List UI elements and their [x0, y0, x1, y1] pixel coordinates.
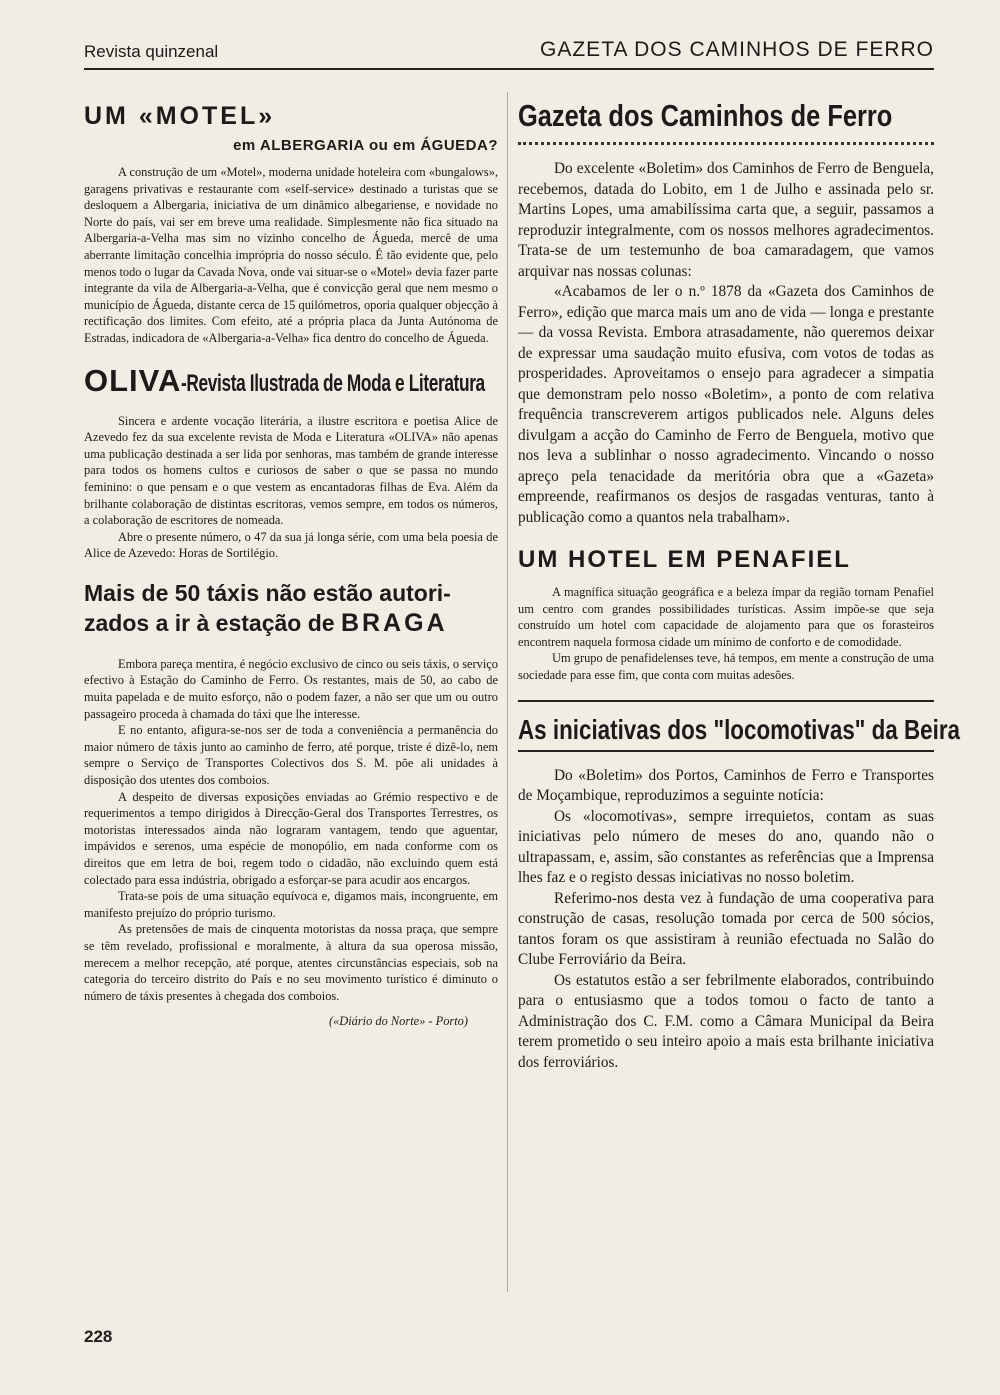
taxis-paragraph: Trata-se pois de uma situação equívoca e, digamos mais, incongruente, em manifesto prejuízo do próprio turismo.: [84, 889, 498, 920]
gazeta-paragraph: «Acabamos de ler o n.º 1878 da «Gazeta dos Caminhos de Ferro», edição que marca mais um ano de vida — longa e prestante — da vossa Revista. Embora atrasadamente, não queremos deixar de expressar uma saudação muito efusiva, com votos de todas as prosperidades. Aproveitamos o ensejo para agradecer a simpatia que demonstram pelo nosso «Boletim», a ponto de com relativa frequência transcreverem artigos publicados nele. Alguns deles divulgam a acção do Caminho de Ferro de Benguela, motivo que nos leva a sublinhar o nosso agradecimento. Vincando o nosso apreço pela tenacidade da meritória obra que a «Gazeta» empreende, reafirmanos os desjos de rasgadas venturas, tanto à publicação como a quantos nela trabalham».: [518, 283, 934, 526]
oliva-title-rest: -Revista Ilustrada de Moda e Literatura: [181, 369, 486, 397]
taxis-paragraph: A despeito de diversas exposições enviadas ao Grémio respectivo e de requerimentos a tempo dirigidos à Direcção-Geral dos Transportes Terrestres, os motoristas interessados ainda não lograram vantagem, tendo que aguentar, impávidos e serenos, uma espécie de monopólio, em nada conforme com os direitos que em letra de boi, regem todo o cidadão, não excluindo quem está colectado para essa indústria, obrigado a esforçar-se para acudir aos encargos.: [84, 789, 498, 887]
oliva-title: [84, 363, 498, 399]
motel-paragraph: A construção de um «Motel», moderna unidade hoteleira com «bungalows», garagens privativas e restaurante com «self-service» destinado a turistas que se desloquem a Albergaria, iniciativa de um dinâmico albegariense, e novidade no Norte do país, vai ser em breve uma realidade. Simplesmente não fica situado na Albergaria-a-Velha mas sim no vizinho concelho de Águeda, mercê de uma aberrante limitação concelhia imprópria do nosso século. É tão evidente que, pelo menos todo o lugar da Cavada Nova, onde vai situar-se o «Motel» devia fazer parte integrante da vila de Albergaria-a-Velha, que é convicção geral que nem mesmo o município de Águeda, distante cerca de 15 quilómetros, oporia qualquer objecção à rectificação dos limites. Com efeito, até a própria placa da Junta Autónoma de Estradas, indicadora de «Albergaria-a-Velha» fica dentro do concelho de Águeda.: [84, 165, 498, 345]
oliva-paragraph: Sincera e ardente vocação literária, a ilustre escritora e poetisa Alice de Azevedo fez da sua excelente revista de Moda e Literatura «OLIVA» não apenas uma publicação destinada a ser lida por senhoras, mas também de grande interesse para todos os homens cultos e curiosos de saber o que se passa no mundo feminino: o que pensam e o que vestem as encantadoras filhas de Eva. Além da brilhante colaboração de distintas escritoras, vemos sempre, em todos os números, a colaboração de escritores de nomeada.: [84, 413, 498, 528]
oliva-title-main: OLIVA: [84, 362, 182, 398]
article-gazeta: [518, 96, 934, 528]
article-motel: [84, 102, 498, 347]
running-header: [84, 38, 934, 70]
locomotivas-paragraph: Do «Boletim» dos Portos, Caminhos de Ferro e Transportes de Moçambique, reproduzimos a seguinte notícia:: [518, 766, 934, 805]
taxis-paragraph: Embora pareça mentira, é negócio exclusivo de cinco ou seis táxis, o serviço efectivo à Estação do Caminho de Ferro. Os restantes, mais de 50, ao cabo de muita papelada e de muito esforço, não o podem fazer, a não ser que um ou outro passageiro proceda à chamada do táxi que lhe interesse.: [84, 656, 498, 721]
right-column: [518, 96, 961, 1073]
hotel-paragraph: Um grupo de penafidelenses teve, há tempos, em mente a construção de uma sociedade para esse fim, que conta com muitas adesões.: [518, 651, 934, 682]
taxis-credit: («Diário do Norte» - Porto): [328, 1014, 468, 1029]
article-oliva: [84, 363, 498, 562]
header-right: GAZETA DOS CAMINHOS DE FERRO: [540, 38, 934, 61]
article-taxis: [84, 578, 498, 1029]
taxis-paragraph: As pretensões de mais de cinquenta motoristas da nossa praça, que sempre se têm revelado, profissional e moralmente, à altura da sua operosa missão, merecem a melhor recepção, até porque, atentes circunstâncias especiais, sob na categoria do terceiro distrito do País e no seu movimento turístico é diminuto o número de táxis presentes à chegada dos comboios.: [84, 922, 498, 1003]
locomotivas-paragraph: Referimo-nos desta vez à fundação de uma cooperativa para construção de casas, resolução tomada por cerca de 500 sócios, tantos foram os que assistiram à reunião efectuada no Salão do Clube Ferroviário da Beira.: [518, 889, 934, 969]
column-divider: [507, 92, 508, 1292]
taxis-title-line1: Mais de 50 táxis não estão autori-: [84, 579, 451, 606]
taxis-title: [84, 578, 498, 638]
article-locomotivas: [518, 700, 961, 1074]
oliva-paragraph: Abre o presente número, o 47 da sua já longa série, com uma bela poesia de Alice de Azevedo: Horas de Sortilégio.: [84, 529, 498, 561]
taxis-title-line2: zados a ir à estação de: [84, 609, 341, 636]
taxis-title-braga: BRAGA: [340, 608, 448, 637]
gazeta-title: Gazeta dos Caminhos de Ferro: [518, 98, 893, 133]
dotted-rule: [518, 136, 934, 145]
motel-subtitle: em ALBERGARIA ou em ÁGUEDA?: [233, 137, 498, 154]
gazeta-paragraph: Do excelente «Boletim» dos Caminhos de Ferro de Benguela, recebemos, datada do Lobito, em 1 de Julho e assinada pelo sr. Martins Lopes, uma amabilíssima carta que, a seguir, passamos a reproduzir integralmente, com os nossos melhores agradecimentos. Trata-se de um testemunho de boa camaradagem, que vamos arquivar nas nossas colunas:: [518, 160, 934, 280]
page-number: 228: [84, 1327, 113, 1346]
locomotivas-paragraph: Os estatutos estão a ser febrilmente elaborados, contribuindo para o entusiasmo que a todos tomou o facto de tanto a Administração dos C. F.M. como a Câmara Municipal da Beira terem prometido o seu inteiro apoio a mais esta brilhante iniciativa dos ferroviários.: [518, 971, 934, 1071]
taxis-paragraph: E no entanto, afigura-se-nos ser de toda a conveniência a permanência do maior número de táxis junto ao caminho de ferro, até porque, triste é dizê-lo, nem sempre o Serviço de Transportes Colectivos dos S. M. põe ali unidades à disposição dos utentes dos comboios.: [84, 723, 498, 788]
locomotivas-title: As iniciativas dos "locomotivas" da Beira: [518, 713, 961, 745]
article-hotel: [518, 546, 934, 684]
locomotivas-paragraph: Os «locomotivas», sempre irrequietos, contam as suas iniciativas pelo número de meses do ano, quando não o ultrapassam, e, assim, são constantes as referências que a Imprensa lhes faz e o registo dessas iniciativas no nosso boletim.: [518, 807, 934, 887]
motel-title: UM «MOTEL»: [84, 102, 276, 130]
title-rule-bottom: [518, 750, 934, 752]
left-column: [84, 96, 498, 1029]
hotel-paragraph: A magnífica situação geográfica e a beleza ímpar da região tornam Penafiel um centro com grandes possibilidades turísticas. Assim impõe-se que seja construído um hotel com capacidade de alojamento para que os forasteiros encontrem naquela formosa cidade um mínimo de conforto e de comodidade.: [518, 585, 934, 649]
header-left: Revista quinzenal: [84, 42, 219, 61]
title-rule-top: [518, 700, 934, 702]
hotel-title: UM HOTEL EM PENAFIEL: [518, 546, 851, 573]
